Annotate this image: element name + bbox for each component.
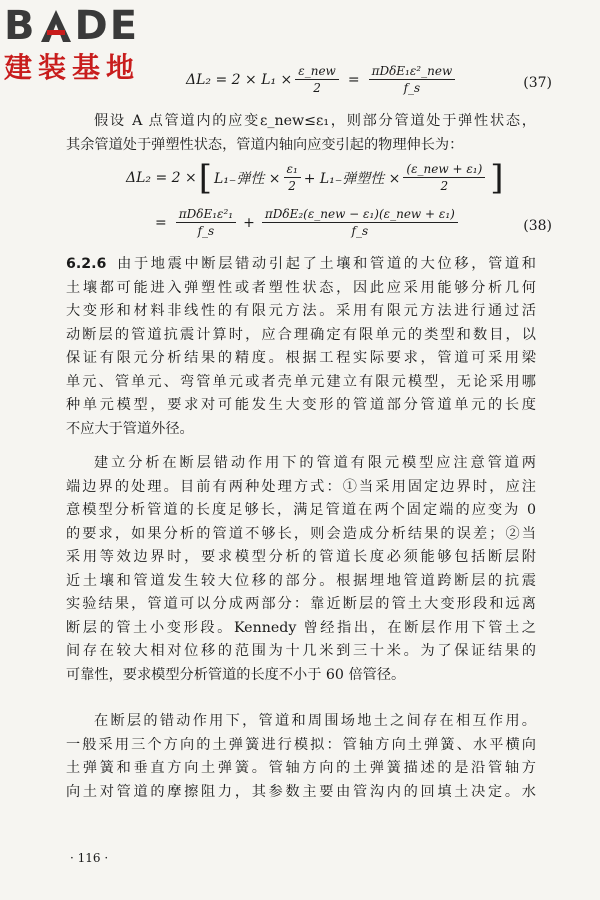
eq38-term1-numerator: ε₁: [284, 162, 301, 178]
equation-37-number: (37): [523, 75, 552, 91]
left-bracket-icon: [: [198, 157, 213, 198]
paragraph-boundary-treatment: [66, 452, 536, 687]
eq38-term1-denominator: 2: [288, 179, 296, 193]
equation-38-row-1: [126, 157, 506, 198]
brand-logo: [4, 4, 182, 84]
eq38-right-fraction-1: [176, 207, 236, 238]
eq38-r2-denominator: f_s: [351, 224, 369, 238]
eq38-plus: +: [243, 214, 255, 231]
eq37-equals: =: [347, 71, 360, 88]
section-line: 保证有限元分析结果的精度。根据工程实际要求，管道可采用梁: [66, 350, 536, 366]
intro-line: 其余管道处于弹塑性状态，管道内轴向应变引起的物理伸长为：: [66, 136, 464, 153]
paragraph-line: 实验结果，管道可以分成两部分：靠近断层的管土大变形段和远离: [66, 596, 536, 612]
eq38-term1-fraction: [284, 162, 301, 193]
paragraph-line: 采用等效边界时，要求模型分析的管道长度必须能够包括断层附: [66, 549, 536, 565]
eq37-fraction-1: [295, 64, 339, 95]
eq38-term2-denominator: 2: [440, 179, 449, 193]
paragraph-line: 向土对管道的摩擦阻力，其参数主要由管沟内的回填土决定。水: [66, 783, 536, 800]
paragraph-line: 断层的管土小变形段。Kennedy 曾经指出，在断层作用下管土之: [66, 619, 536, 636]
paragraph-line: 在断层的错动作用下，管道和周围场地土之间存在相互作用。: [94, 713, 536, 729]
eq37-frac1-numerator: ε_new: [295, 64, 339, 80]
eq37-lhs: ΔL₂ = 2 × L₁ ×: [186, 71, 293, 88]
eq38-term2-fraction: [403, 162, 485, 193]
equation-38-row-2: [155, 207, 461, 238]
paragraph-soil-springs: [66, 710, 536, 804]
paragraph-line: 一般采用三个方向的土弹簧进行模拟：管轴方向土弹簧、水平横向: [66, 736, 536, 753]
intro-line: 假设 A 点管道内的应变ε_new≤ε₁，则部分管道处于弹性状态，: [94, 113, 536, 129]
section-line: 大变形和材料非线性的有限元方法。采用有限元方法进行通过活: [66, 303, 536, 319]
section-line: 由于地震中断层错动引起了土壤和管道的大位移，管道和: [114, 256, 536, 272]
section-line: 动断层的管道抗震计算时，应合理确定有限单元的类型和数目，以: [66, 326, 536, 343]
section-number: 6.2.6: [66, 256, 107, 272]
paragraph-line: 意模型分析管道的长度足够长，满足管道在两个固定端的应变为 0: [66, 502, 536, 518]
logo-a-mark-icon: [39, 8, 73, 44]
logo-chinese-name: 建装基地: [4, 51, 141, 84]
eq38-term2-numerator: (ε_new + ε₁): [403, 162, 485, 178]
section-line: 土壤都可能进入弹塑性或者塑性状态，因此应采用能够分析几何: [66, 279, 536, 296]
eq37-frac1-denominator: 2: [313, 81, 321, 95]
paragraph-line: 可靠性，要求模型分析管道的长度不小于 60 倍管径。: [66, 666, 406, 683]
eq37-frac2-denominator: f_s: [403, 81, 421, 95]
eq38-term2: + L₁₋弹塑性 ×: [303, 170, 401, 187]
section-line: 单元、管单元、弯管单元或者壳单元建立有限元模型，无论采用哪: [66, 373, 536, 390]
paragraph-line: 的要求，如果分析的管道不够长，则会造成分析结果的误差；②当: [66, 525, 536, 542]
intro-paragraph: [66, 110, 536, 157]
eq38-term1: L₁₋弹性 ×: [214, 170, 281, 187]
eq38-r1-denominator: f_s: [197, 224, 215, 238]
section-line: 不应大于管道外径。: [66, 420, 194, 437]
page-number: · 116 ·: [70, 851, 109, 865]
equation-38-number: (38): [523, 218, 552, 234]
paragraph-line: 端边界的处理。目前有两种处理方式：①当采用固定边界时，应注: [66, 478, 536, 495]
eq38-r2-numerator: πDδE₂(ε_new − ε₁)(ε_new + ε₁): [262, 207, 458, 223]
logo-wordmark: [4, 4, 182, 48]
paragraph-line: 近土壤和管道发生较大位移的部分。根据埋地管道跨断层的抗震: [66, 572, 536, 589]
paragraph-line: 间存在较大相对位移的范围为十几米到三十米。为了保证结果的: [66, 643, 536, 659]
eq37-fraction-2: [369, 64, 456, 95]
eq38-right-fraction-2: [262, 207, 458, 238]
logo-letter-b: B: [4, 3, 37, 49]
eq38-r1-numerator: πDδE₁ε²₁: [176, 207, 236, 223]
section-6-2-6: [66, 253, 536, 441]
section-line: 种单元模型，要求对可能发生大变形的管道部分管道单元的长度: [66, 397, 536, 413]
paragraph-line: 建立分析在断层错动作用下的管道有限元模型应注意管道两: [94, 455, 536, 471]
eq38-equals: =: [155, 214, 167, 231]
right-bracket-icon: ]: [490, 157, 504, 198]
paragraph-line: 土弹簧和垂直方向土弹簧。管轴方向的土弹簧描述的是沿管轴方: [66, 760, 536, 776]
logo-letters-de: DE: [74, 3, 140, 49]
eq37-frac2-numerator: πDδE₁ε²_new: [369, 64, 456, 80]
equation-37: [186, 64, 458, 95]
eq38-lhs: ΔL₂ = 2 ×: [126, 169, 197, 186]
